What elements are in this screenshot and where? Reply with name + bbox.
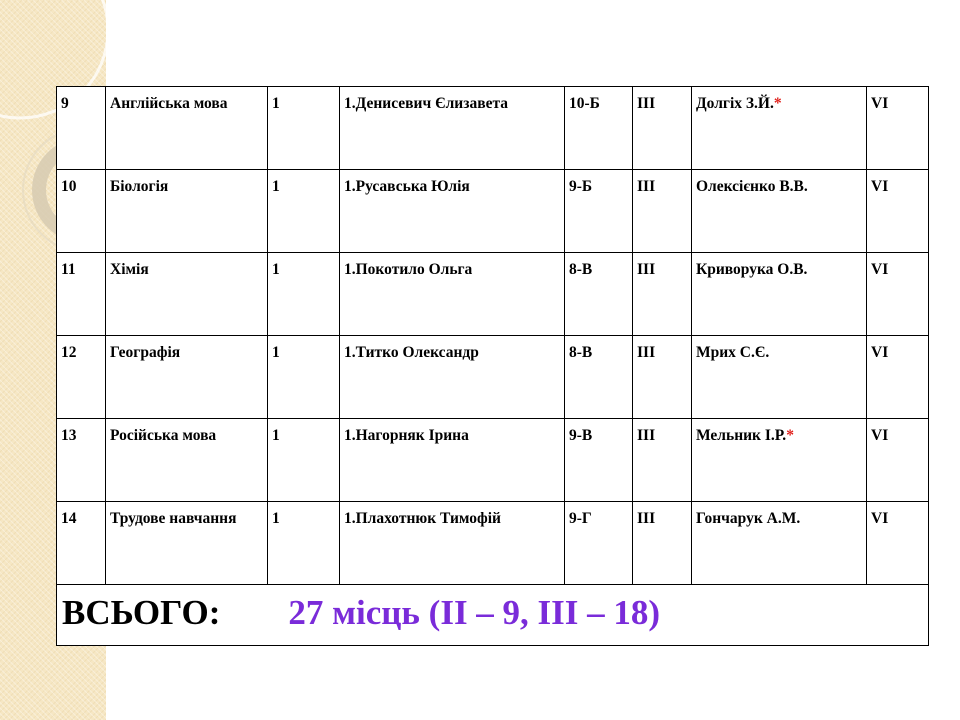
student-text: 1.Нагорняк Ірина	[344, 427, 469, 444]
stage-cell	[867, 502, 929, 585]
class-cell	[565, 502, 633, 585]
place-cell	[633, 87, 692, 170]
stage-text: VІ	[871, 427, 889, 444]
class-cell	[565, 419, 633, 502]
table-row	[57, 336, 929, 419]
stage-cell	[867, 419, 929, 502]
count-cell	[268, 419, 340, 502]
place-cell	[633, 253, 692, 336]
class-text: 9-Г	[569, 510, 592, 527]
place-text: ІІІ	[637, 261, 656, 278]
class-text: 8-В	[569, 261, 593, 278]
teacher-cell	[692, 87, 867, 170]
class-text: 9-Б	[569, 178, 593, 195]
teacher-mark: *	[786, 427, 794, 444]
place-text: ІІІ	[637, 427, 656, 444]
olympiad-results-table	[56, 86, 929, 646]
place-text: ІІІ	[637, 510, 656, 527]
class-cell	[565, 170, 633, 253]
teacher-cell	[692, 419, 867, 502]
place-cell	[633, 419, 692, 502]
table-row	[57, 419, 929, 502]
place-text: ІІІ	[637, 95, 656, 112]
stage-cell	[867, 253, 929, 336]
stage-text: VІ	[871, 510, 889, 527]
row-number-cell	[57, 170, 106, 253]
subject-text: Біологія	[110, 178, 169, 195]
subject-cell	[106, 170, 268, 253]
subject-text: Російська мова	[110, 427, 217, 444]
count-cell	[268, 502, 340, 585]
student-text: 1.Покотило Ольга	[344, 261, 473, 278]
teacher-text: Олексієнко В.В.	[696, 178, 808, 195]
row-number-text: 13	[61, 427, 77, 444]
stage-text: VІ	[871, 261, 889, 278]
stage-text: VІ	[871, 344, 889, 361]
count-cell	[268, 336, 340, 419]
count-cell	[268, 253, 340, 336]
subject-text: Трудове навчання	[110, 510, 237, 527]
class-cell	[565, 87, 633, 170]
row-number-text: 11	[61, 261, 76, 278]
class-text: 9-В	[569, 427, 593, 444]
subject-cell	[106, 502, 268, 585]
stage-cell	[867, 87, 929, 170]
count-text: 1	[272, 95, 280, 112]
count-text: 1	[272, 261, 280, 278]
student-text: 1.Денисевич Єлизавета	[344, 95, 509, 112]
count-text: 1	[272, 427, 280, 444]
teacher-cell	[692, 336, 867, 419]
table-row	[57, 87, 929, 170]
class-cell	[565, 336, 633, 419]
count-text: 1	[272, 510, 280, 527]
teacher-cell	[692, 170, 867, 253]
stage-cell	[867, 336, 929, 419]
row-number-text: 14	[61, 510, 77, 527]
teacher-text: Криворука О.В.	[696, 261, 808, 278]
count-cell	[268, 87, 340, 170]
teacher-text: Долгіх З.Й.	[696, 95, 774, 112]
student-cell	[340, 502, 565, 585]
row-number-text: 12	[61, 344, 77, 361]
teacher-cell	[692, 253, 867, 336]
class-text: 8-В	[569, 344, 593, 361]
row-number-cell	[57, 419, 106, 502]
subject-cell	[106, 336, 268, 419]
class-cell	[565, 253, 633, 336]
row-number-cell	[57, 336, 106, 419]
teacher-cell	[692, 502, 867, 585]
place-cell	[633, 502, 692, 585]
teacher-text: Мельник І.Р.	[696, 427, 787, 444]
subject-text: Англійська мова	[110, 95, 228, 112]
place-text: ІІІ	[637, 178, 656, 195]
teacher-mark: *	[773, 95, 782, 112]
subject-text: Хімія	[110, 261, 149, 278]
row-number-text: 10	[61, 178, 77, 195]
student-cell	[340, 419, 565, 502]
subject-text: Географія	[110, 344, 181, 361]
total-label: ВСЬОГО:	[62, 593, 221, 632]
subject-cell	[106, 253, 268, 336]
row-number-cell	[57, 87, 106, 170]
stage-text: VІ	[871, 95, 889, 112]
subject-cell	[106, 87, 268, 170]
count-text: 1	[272, 178, 280, 195]
row-number-cell	[57, 253, 106, 336]
table-row	[57, 253, 929, 336]
subject-cell	[106, 419, 268, 502]
count-cell	[268, 170, 340, 253]
total-value: 27 місць (ІІ – 9, ІІІ – 18)	[288, 593, 661, 632]
student-cell	[340, 253, 565, 336]
place-text: ІІІ	[637, 344, 656, 361]
student-cell	[340, 87, 565, 170]
count-text: 1	[272, 344, 280, 361]
teacher-text: Мрих С.Є.	[696, 344, 770, 361]
teacher-text: Гончарук А.М.	[696, 510, 801, 527]
place-cell	[633, 170, 692, 253]
row-number-cell	[57, 502, 106, 585]
table-row	[57, 502, 929, 585]
student-text: 1.Русавська Юлія	[344, 178, 470, 195]
total-row	[57, 585, 929, 646]
place-cell	[633, 336, 692, 419]
student-cell	[340, 170, 565, 253]
stage-text: VІ	[871, 178, 889, 195]
class-text: 10-Б	[569, 95, 600, 112]
table-row	[57, 170, 929, 253]
stage-cell	[867, 170, 929, 253]
total-cell	[57, 585, 929, 646]
student-text: 1.Плахотнюк Тимофій	[344, 510, 501, 527]
student-text: 1.Титко Олександр	[344, 344, 479, 361]
row-number-text: 9	[61, 95, 69, 112]
student-cell	[340, 336, 565, 419]
